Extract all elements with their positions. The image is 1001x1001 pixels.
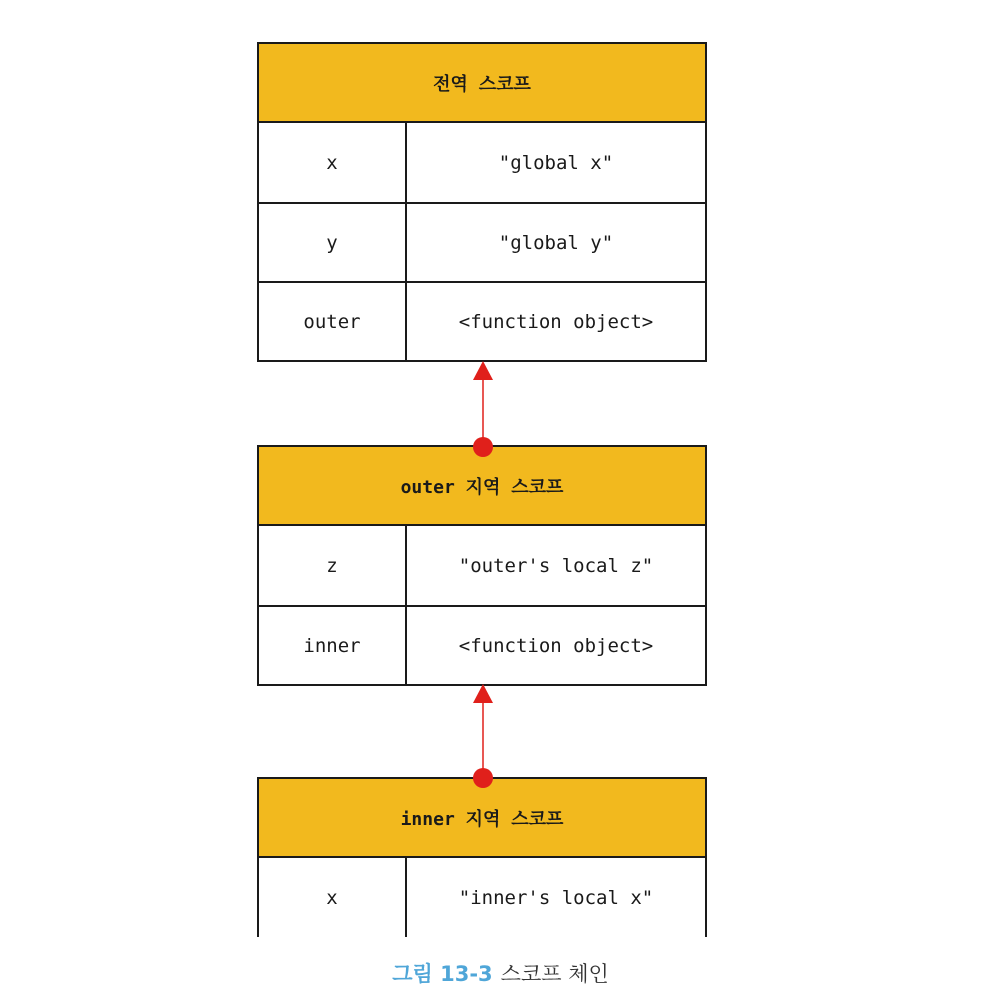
figure-caption	[0, 958, 1001, 988]
outer-scope-table	[257, 445, 707, 686]
identifier-cell: x	[259, 858, 407, 937]
value-cell: <function object>	[458, 310, 654, 333]
identifier-cell: inner	[259, 607, 407, 684]
table-row	[259, 605, 705, 684]
global-scope-table	[257, 42, 707, 362]
figure-number: 그림 13-3	[392, 962, 493, 986]
inner-scope-title: inner 지역 스코프	[259, 779, 705, 858]
table-row	[259, 526, 705, 605]
inner-to-outer-arrow	[473, 684, 493, 788]
value-cell: <function object>	[458, 634, 654, 657]
table-row	[259, 858, 705, 937]
table-row	[259, 123, 705, 202]
table-row	[259, 202, 705, 281]
table-row	[259, 281, 705, 360]
value-cell: "global y"	[498, 231, 614, 254]
identifier-cell: y	[259, 204, 407, 281]
identifier-cell: z	[259, 526, 407, 605]
identifier-cell: outer	[259, 283, 407, 360]
inner-scope-table	[257, 777, 707, 937]
global-scope-title: 전역 스코프	[259, 44, 705, 123]
value-cell: "inner's local x"	[458, 886, 654, 909]
value-cell: "global x"	[498, 151, 614, 174]
figure-title: 스코프 체인	[500, 962, 609, 986]
outer-to-global-arrow	[473, 361, 493, 457]
value-cell: "outer's local z"	[458, 554, 654, 577]
outer-scope-title: outer 지역 스코프	[259, 447, 705, 526]
identifier-cell: x	[259, 123, 407, 202]
